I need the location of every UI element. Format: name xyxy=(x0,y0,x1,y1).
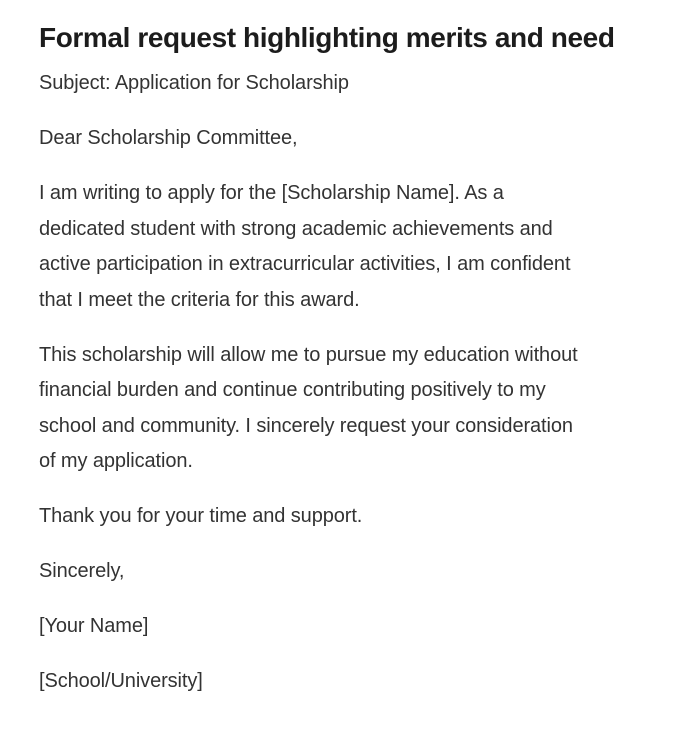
paragraph-request-line-4: of my application. xyxy=(39,450,193,472)
signature-name: [Your Name] xyxy=(39,615,149,637)
page-title: Formal request highlighting merits and need xyxy=(39,22,615,53)
subject-line: Subject: Application for Scholarship xyxy=(39,72,349,94)
salutation: Dear Scholarship Committee, xyxy=(39,127,298,149)
signature-school: [School/University] xyxy=(39,670,203,692)
sign-off: Sincerely, xyxy=(39,560,125,582)
paragraph-merits-line-3: active participation in extracurricular activities, I am confident xyxy=(39,253,571,275)
paragraph-request-line-1: This scholarship will allow me to pursue my education without xyxy=(39,343,578,366)
paragraph-merits-line-2: dedicated student with strong academic achievements and xyxy=(39,217,553,240)
paragraph-request-line-2: financial burden and continue contributing positively to my xyxy=(39,379,546,401)
paragraph-merits-line-4: that I meet the criteria for this award. xyxy=(39,288,360,311)
paragraph-merits-line-1: I am writing to apply for the [Scholarship Name]. As a xyxy=(39,182,504,204)
paragraph-merits xyxy=(39,176,662,318)
paragraph-request xyxy=(39,338,662,480)
closing-thanks: Thank you for your time and support. xyxy=(39,505,363,527)
paragraph-request-line-3: school and community. I sincerely request your consideration xyxy=(39,414,573,437)
